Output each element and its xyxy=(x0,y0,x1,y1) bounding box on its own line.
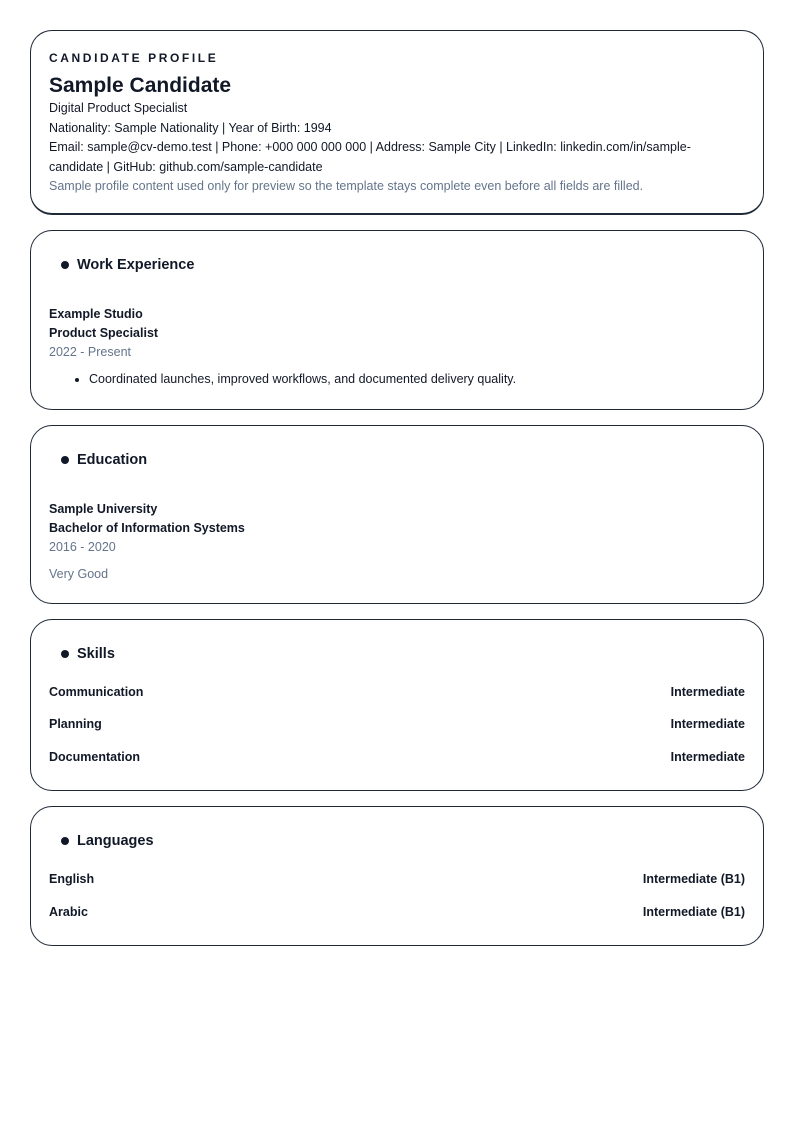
section-heading-label: Education xyxy=(77,452,148,468)
candidate-title: Digital Product Specialist xyxy=(49,101,188,115)
skill-level: Intermediate xyxy=(670,717,745,731)
contact-details: Email: sample@cv-demo.test | Phone: +000 000 000 000 | Address: Sample City | LinkedIn: linkedin.com/in/sample-candidate | GitHub: github.com/sample-candidate xyxy=(49,140,691,174)
skill-row xyxy=(49,716,745,732)
skills-heading xyxy=(61,645,115,663)
languages-card xyxy=(30,806,764,946)
candidate-name: Sample Candidate xyxy=(49,74,232,97)
education-dates: 2016 - 2020 xyxy=(49,540,116,554)
skills-card xyxy=(30,619,764,791)
languages-heading xyxy=(61,832,154,850)
skill-name: Documentation xyxy=(49,750,140,764)
work-highlight-item: • Coordinated launches, improved workflows, and documented delivery quality. xyxy=(89,370,745,389)
section-heading-label: Work Experience xyxy=(77,257,195,273)
section-bullet-icon xyxy=(61,837,69,845)
work-entry xyxy=(49,305,745,389)
skill-row xyxy=(49,749,745,765)
skill-level: Intermediate xyxy=(670,685,745,699)
language-level: Intermediate (B1) xyxy=(642,905,745,919)
skill-level: Intermediate xyxy=(670,750,745,764)
language-row xyxy=(49,904,745,920)
education-grade: Very Good xyxy=(49,567,109,581)
education-card xyxy=(30,425,764,604)
work-dates: 2022 - Present xyxy=(49,345,131,359)
work-company: Example Studio xyxy=(49,307,143,321)
work-experience-card xyxy=(30,230,764,410)
section-bullet-icon xyxy=(61,456,69,464)
education-heading xyxy=(61,451,147,469)
skill-row xyxy=(49,684,745,700)
preview-note: Sample profile content used only for preview so the template stays complete even before all fields are filled. xyxy=(49,179,644,193)
section-heading-label: Skills xyxy=(77,646,115,662)
language-name: English xyxy=(49,872,95,886)
profile-header-card xyxy=(30,30,764,215)
skill-name: Planning xyxy=(49,717,102,731)
language-name: Arabic xyxy=(49,905,88,919)
work-highlights xyxy=(49,370,745,389)
language-row xyxy=(49,871,745,887)
section-bullet-icon xyxy=(61,650,69,658)
education-entry xyxy=(49,500,745,584)
language-level: Intermediate (B1) xyxy=(642,872,745,886)
skill-name: Communication xyxy=(49,685,144,699)
work-experience-heading xyxy=(61,256,194,274)
education-degree: Bachelor of Information Systems xyxy=(49,521,245,535)
personal-details: Nationality: Sample Nationality | Year of Birth: 1994 xyxy=(49,120,332,135)
work-role: Product Specialist xyxy=(49,326,159,340)
section-bullet-icon xyxy=(61,261,69,269)
education-school: Sample University xyxy=(49,502,158,516)
profile-eyebrow: CANDIDATE PROFILE xyxy=(49,51,219,65)
section-heading-label: Languages xyxy=(77,833,154,849)
